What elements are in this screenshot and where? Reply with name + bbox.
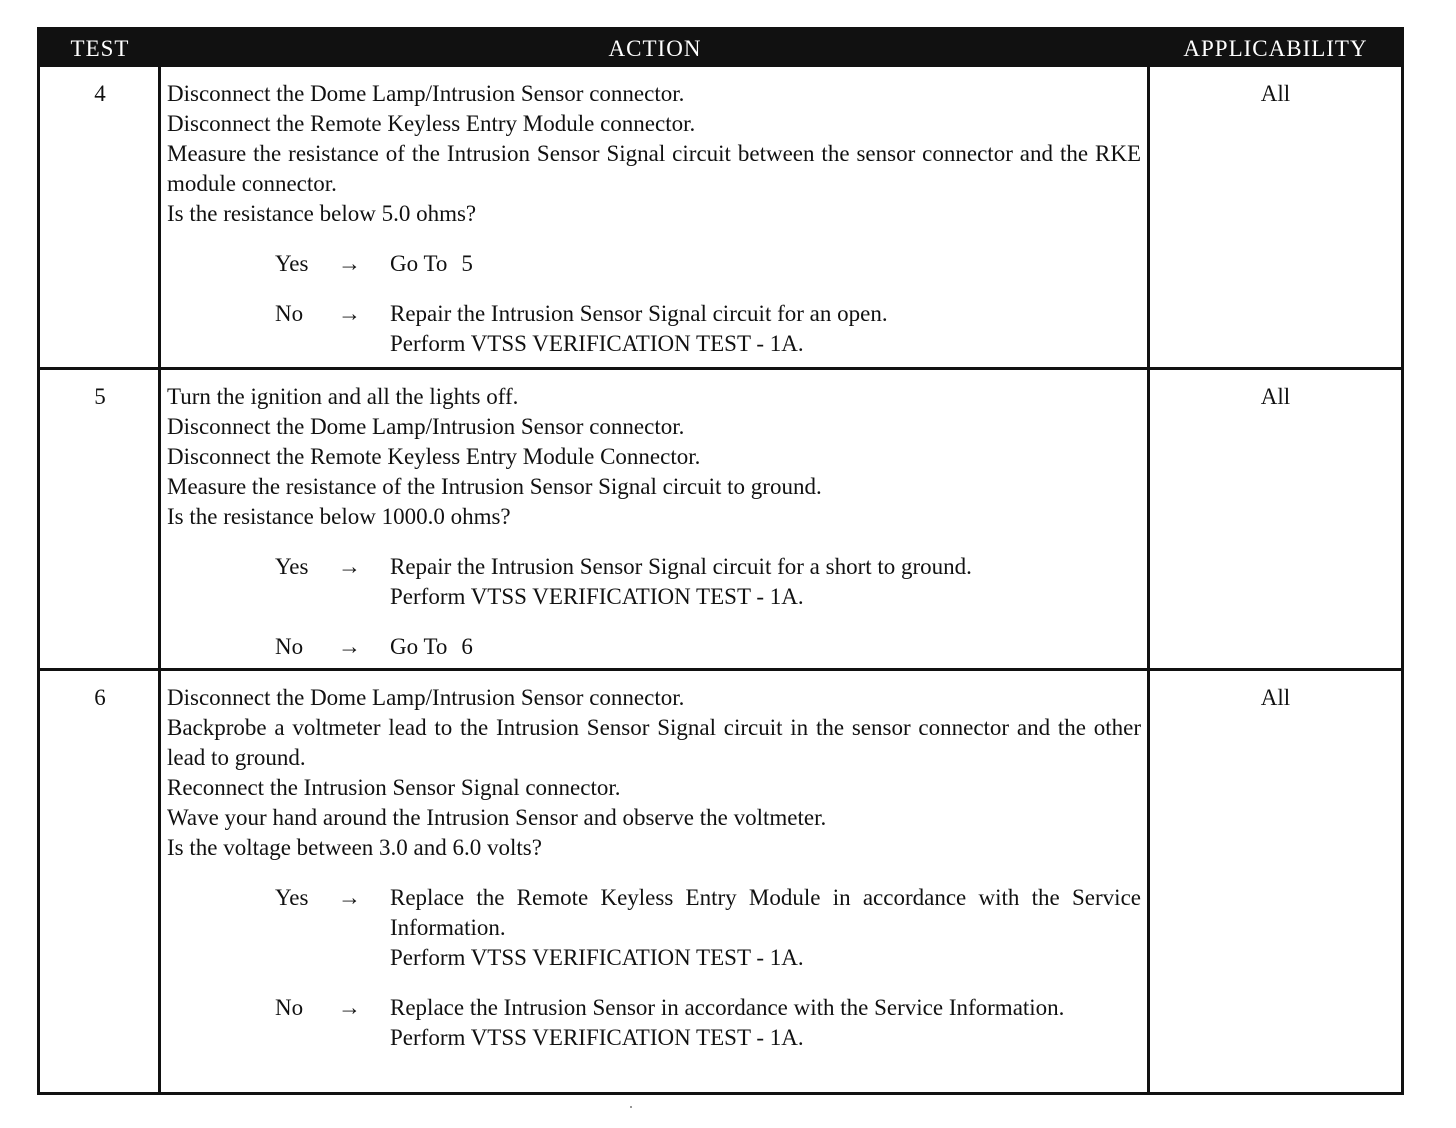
header-action: ACTION: [608, 36, 702, 61]
action-step: Wave your hand around the Intrusion Sensor and observe the voltmeter.: [167, 805, 827, 830]
action-step: Disconnect the Dome Lamp/Intrusion Sensor connector.: [167, 685, 685, 710]
answer-line: Replace the Intrusion Sensor in accordance with the Service Information.: [390, 995, 1065, 1020]
table-row-test-4: [40, 67, 1401, 367]
test-number: 4: [94, 81, 106, 106]
action-cell: [167, 382, 1141, 662]
right-arrow-icon: →: [338, 301, 361, 326]
answer-label: Yes: [275, 251, 309, 276]
answer-text: [390, 249, 1141, 279]
action-question: Is the resistance below 5.0 ohms?: [167, 201, 477, 226]
answer-label: No: [275, 634, 304, 659]
answer-text: [390, 552, 1141, 612]
applicability-value: All: [1260, 685, 1291, 710]
answer-yes: [167, 249, 1141, 279]
answer-line: Repair the Intrusion Sensor Signal circuit for a short to ground.: [390, 554, 972, 579]
right-arrow-icon: →: [338, 995, 361, 1020]
header-applicability: APPLICABILITY: [1183, 36, 1368, 61]
answer-line: Replace the Remote Keyless Entry Module in accordance with the Service Information.: [390, 885, 1141, 940]
answer-line: Perform VTSS VERIFICATION TEST - 1A.: [390, 945, 804, 970]
test-number: 5: [94, 384, 106, 409]
answer-no: [167, 632, 1141, 662]
action-step: Disconnect the Remote Keyless Entry Module Connector.: [167, 444, 701, 469]
answer-label: Yes: [275, 885, 309, 910]
table-row-test-5: [40, 370, 1401, 668]
action-step: Reconnect the Intrusion Sensor Signal connector.: [167, 775, 621, 800]
action-cell: [167, 79, 1141, 359]
table-row-test-6: [40, 671, 1401, 1092]
answer-no: [167, 993, 1141, 1053]
action-step: Disconnect the Remote Keyless Entry Module connector.: [167, 111, 696, 136]
action-step: Turn the ignition and all the lights off.: [167, 384, 519, 409]
answer-line: Repair the Intrusion Sensor Signal circuit for an open.: [390, 301, 888, 326]
action-step: Measure the resistance of the Intrusion Sensor Signal circuit between the sensor connector and the RKE module connector.: [167, 141, 1141, 196]
goto-label: Go To: [390, 634, 448, 659]
action-step: Disconnect the Dome Lamp/Intrusion Sensor connector.: [167, 81, 685, 106]
answer-yes: [167, 552, 1141, 612]
goto-number: 6: [461, 634, 473, 659]
right-arrow-icon: →: [338, 634, 361, 659]
answer-yes: [167, 883, 1141, 973]
table-header: [40, 30, 1401, 67]
answer-line: Perform VTSS VERIFICATION TEST - 1A.: [390, 584, 804, 609]
goto-label: Go To: [390, 251, 448, 276]
action-question: Is the voltage between 3.0 and 6.0 volts?: [167, 835, 542, 860]
right-arrow-icon: →: [338, 554, 361, 579]
goto-number: 5: [461, 251, 473, 276]
answer-label: No: [275, 301, 304, 326]
action-question: Is the resistance below 1000.0 ohms?: [167, 504, 511, 529]
answer-line: Perform VTSS VERIFICATION TEST - 1A.: [390, 331, 804, 356]
action-cell: [167, 683, 1141, 1053]
header-test: TEST: [70, 36, 130, 61]
test-number: 6: [94, 685, 106, 710]
diagnostic-table: [37, 27, 1404, 1095]
applicability-value: All: [1260, 81, 1291, 106]
action-step: Backprobe a voltmeter lead to the Intrusion Sensor Signal circuit in the sensor connector and the other lead to ground.: [167, 715, 1141, 770]
answer-text: [390, 299, 1141, 359]
answer-text: [390, 632, 1141, 662]
action-step: Measure the resistance of the Intrusion Sensor Signal circuit to ground.: [167, 474, 822, 499]
answer-label: Yes: [275, 554, 309, 579]
scan-speck: [630, 1106, 632, 1108]
answer-no: [167, 299, 1141, 359]
action-step: Disconnect the Dome Lamp/Intrusion Sensor connector.: [167, 414, 685, 439]
right-arrow-icon: →: [338, 251, 361, 276]
answer-text: [390, 993, 1141, 1053]
answer-label: No: [275, 995, 304, 1020]
answer-text: [390, 883, 1141, 973]
right-arrow-icon: →: [338, 885, 361, 910]
answer-line: Perform VTSS VERIFICATION TEST - 1A.: [390, 1025, 804, 1050]
applicability-value: All: [1260, 384, 1291, 409]
